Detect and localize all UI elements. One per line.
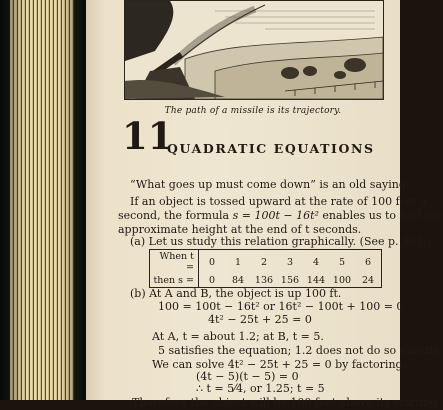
part-a: (a) Let us study this relation graphically. (See p. 301.) [130,235,431,248]
part-b-line-5: 5 satisfies the equation; 1.2 does not do so exactly. [158,344,442,357]
paragraph-line-2: second, the formula s = 100t − 16t² enables us to find the [118,209,443,222]
equation-1: 100 = 100t − 16t² or 16t² − 100t + 100 = 0 [158,300,404,313]
part-b-line-1: (b) At A and B, the object is up 100 ft. [130,287,342,300]
intro-sentence: “What goes up must come down” is an old saying. [130,178,410,191]
chapter-number: 11 [122,114,174,158]
book-page [86,0,443,409]
equation-4: ∴ t = 5⁄4, or 1.25; t = 5 [196,382,325,395]
s-value: 0 [208,275,216,286]
s-value: 144 [306,275,326,286]
part-b-line-6: We can solve 4t² − 25t + 25 = 0 by factoring. [152,358,407,371]
table-row-t [150,250,382,275]
t-value: 3 [286,256,294,268]
chapter-title: QUADRATIC EQUATIONS [167,141,375,156]
paragraph-line-3: approximate height at the end of t seconds. [118,223,362,236]
missile-illustration [124,0,384,100]
values-table [149,249,382,288]
equation-2: 4t² − 25t + 25 = 0 [208,313,312,326]
book-spine [0,0,86,400]
paragraph-line-1: If an object is tossed upward at the rate of 100 feet a [130,195,428,208]
figure-caption: The path of a missile is its trajectory. [164,106,342,116]
t-value: 2 [260,256,268,268]
formula: s = 100t − 16t² [232,209,319,222]
footer-partial-line: Therefore the object will be 100 feet above its starting [132,396,438,409]
t-value: 4 [312,256,320,268]
s-value: 84 [231,275,245,286]
s-label: then s = [150,274,199,288]
t-value: 6 [364,256,372,268]
t-label: When t = [150,250,199,275]
equation-3: (4t − 5)(t − 5) = 0 [196,370,299,383]
t-value: 1 [234,256,242,268]
s-value: 156 [280,275,300,286]
s-value: 100 [332,275,352,286]
s-value: 136 [254,275,274,286]
s-value: 24 [361,275,375,286]
t-value: 5 [338,256,346,268]
part-b-line-4: At A, t = about 1.2; at B, t = 5. [152,330,324,343]
t-value: 0 [208,256,216,268]
